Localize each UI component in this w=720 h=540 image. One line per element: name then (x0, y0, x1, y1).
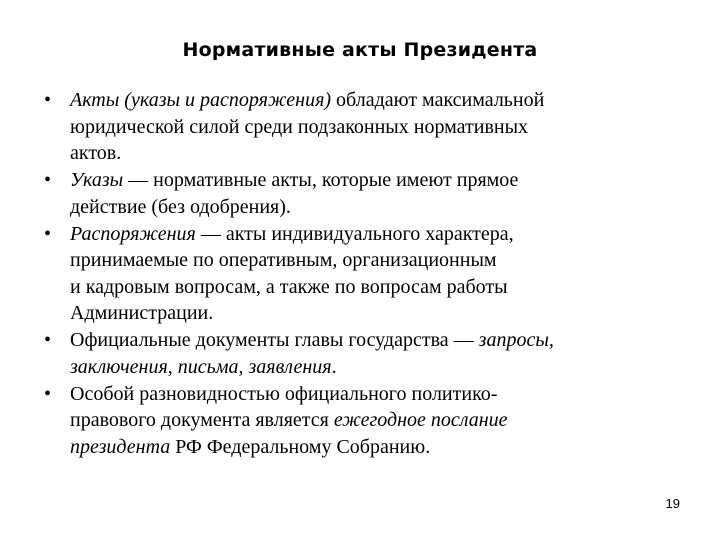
bullet-line (70, 354, 674, 381)
bullet-text-italic: заключения, письма, заявления (70, 355, 332, 378)
bullet-line (70, 300, 674, 327)
bullet-text: — акты индивидуального характера, (195, 222, 514, 245)
bullet-item (44, 381, 674, 461)
bullet-line (70, 194, 674, 221)
bullet-text-italic: Распоряжения (70, 222, 196, 245)
bullet-text: Администрации. (70, 302, 214, 324)
bullet-text: правового документа является (70, 409, 334, 431)
bullet-list (44, 87, 674, 461)
bullet-line (70, 434, 674, 461)
bullet-text: Особой разновидностью официального политико- (70, 382, 498, 405)
page-number: 19 (665, 496, 680, 511)
bullet-item (44, 87, 674, 167)
bullet-line (70, 407, 674, 434)
bullet-text-italic: запросы, (478, 329, 554, 351)
bullet-text-italic: Акты (указы и распоряжения) (70, 89, 332, 111)
bullet-dot: • (44, 329, 52, 351)
bullet-text: актов. (70, 142, 122, 164)
bullet-line (70, 140, 674, 167)
bullet-line (70, 247, 674, 274)
bullet-text: . (331, 355, 337, 378)
bullet-line (70, 167, 674, 194)
bullet-text: и кадровым вопросам, а также по вопросам работы (70, 275, 508, 298)
bullet-text: обладают максимальной (331, 89, 545, 111)
bullet-line (70, 221, 674, 248)
bullet-dot: • (44, 89, 52, 111)
bullet-item (44, 221, 674, 327)
bullet-text: Официальные документы главы государства — (70, 329, 479, 351)
bullet-item (44, 327, 674, 380)
bullet-text: принимаемые по оперативным, организационным (70, 249, 497, 271)
bullet-text-italic: Указы (70, 169, 124, 191)
bullet-dot: • (44, 169, 52, 191)
bullet-line (70, 274, 674, 301)
bullet-line (70, 327, 674, 354)
bullet-text-italic: ежегодное послание (333, 409, 508, 431)
bullet-text-italic: президента (70, 435, 171, 458)
bullet-text: действие (без одобрения). (70, 195, 291, 218)
slide-title: Нормативные акты Президента (182, 39, 538, 61)
bullet-text: юридической силой среди подзаконных нормативных (70, 115, 529, 138)
bullet-item (44, 167, 674, 220)
bullet-text: — нормативные акты, которые имеют прямое (123, 169, 519, 191)
bullet-dot: • (44, 222, 52, 245)
bullet-text: РФ Федеральному Собранию. (170, 435, 431, 458)
bullet-line (70, 114, 674, 141)
bullet-dot: • (44, 382, 52, 405)
bullet-line (70, 87, 674, 114)
bullet-line (70, 381, 674, 408)
